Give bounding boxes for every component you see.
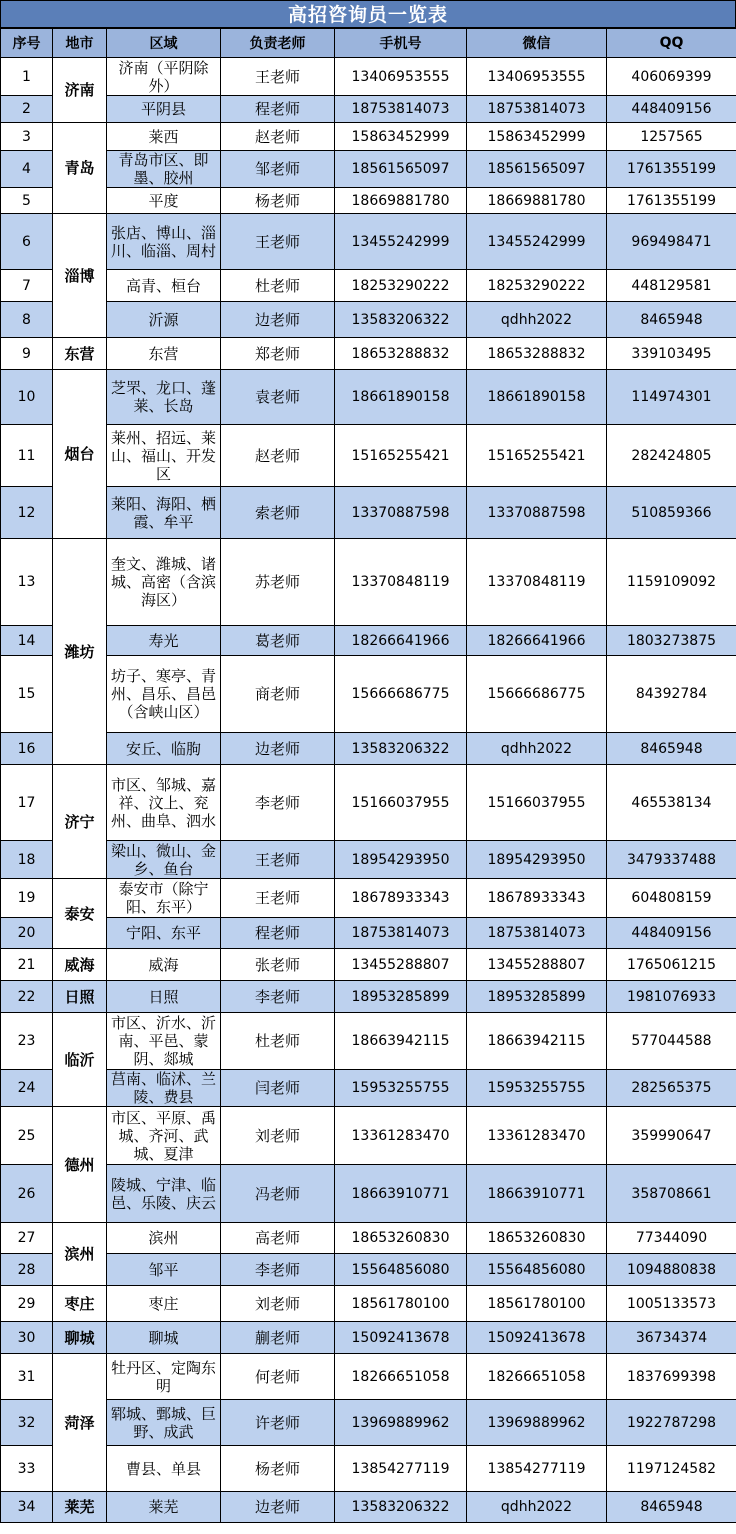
qq-cell: 1761355199 bbox=[607, 188, 736, 214]
wechat-cell: qdhh2022 bbox=[467, 733, 607, 765]
table-row bbox=[1, 626, 736, 656]
teacher-cell: 王老师 bbox=[221, 841, 335, 879]
table-row bbox=[1, 918, 736, 949]
qq-cell: 448129581 bbox=[607, 270, 736, 302]
qq-cell: 8465948 bbox=[607, 302, 736, 338]
phone-cell: 15564856080 bbox=[335, 1254, 467, 1286]
phone-cell: 13455242999 bbox=[335, 214, 467, 270]
wechat-cell: qdhh2022 bbox=[467, 1492, 607, 1523]
table-row bbox=[1, 1400, 736, 1446]
qq-cell: 1094880838 bbox=[607, 1254, 736, 1286]
phone-cell: 13455288807 bbox=[335, 949, 467, 981]
qq-cell: 1159109092 bbox=[607, 539, 736, 626]
phone-cell: 18661890158 bbox=[335, 370, 467, 425]
row-number: 25 bbox=[1, 1107, 53, 1165]
region-cell: 郓城、鄄城、巨野、成武 bbox=[107, 1400, 221, 1446]
teacher-cell: 苏老师 bbox=[221, 539, 335, 626]
wechat-cell: 13406953555 bbox=[467, 58, 607, 96]
table-row bbox=[1, 1492, 736, 1523]
qq-cell: 1837699398 bbox=[607, 1354, 736, 1400]
row-number: 20 bbox=[1, 918, 53, 949]
teacher-cell: 杜老师 bbox=[221, 270, 335, 302]
teacher-cell: 何老师 bbox=[221, 1354, 335, 1400]
wechat-cell: 15092413678 bbox=[467, 1322, 607, 1354]
header-region: 区域 bbox=[107, 29, 221, 58]
region-cell: 奎文、潍城、诸城、高密（含滨海区） bbox=[107, 539, 221, 626]
city-cell: 泰安 bbox=[53, 879, 107, 949]
wechat-cell: 18266641966 bbox=[467, 626, 607, 656]
qq-cell: 577044588 bbox=[607, 1013, 736, 1070]
row-number: 14 bbox=[1, 626, 53, 656]
table-row bbox=[1, 656, 736, 733]
table-row bbox=[1, 1254, 736, 1286]
qq-cell: 114974301 bbox=[607, 370, 736, 425]
qq-cell: 448409156 bbox=[607, 918, 736, 949]
region-cell: 梁山、微山、金乡、鱼台 bbox=[107, 841, 221, 879]
region-cell: 日照 bbox=[107, 981, 221, 1013]
phone-cell: 15165255421 bbox=[335, 425, 467, 487]
wechat-cell: qdhh2022 bbox=[467, 302, 607, 338]
row-number: 9 bbox=[1, 338, 53, 370]
phone-cell: 15166037955 bbox=[335, 765, 467, 841]
city-cell: 日照 bbox=[53, 981, 107, 1013]
wechat-cell: 18663942115 bbox=[467, 1013, 607, 1070]
city-cell: 聊城 bbox=[53, 1322, 107, 1354]
header-qq: QQ bbox=[607, 29, 736, 58]
teacher-cell: 蒯老师 bbox=[221, 1322, 335, 1354]
table-row bbox=[1, 370, 736, 425]
region-cell: 牡丹区、定陶东明 bbox=[107, 1354, 221, 1400]
phone-cell: 15953255755 bbox=[335, 1070, 467, 1107]
header-city: 地市 bbox=[53, 29, 107, 58]
region-cell: 市区、平原、禹城、齐河、武城、夏津 bbox=[107, 1107, 221, 1165]
wechat-cell: 18661890158 bbox=[467, 370, 607, 425]
teacher-cell: 杨老师 bbox=[221, 188, 335, 214]
row-number: 10 bbox=[1, 370, 53, 425]
teacher-cell: 边老师 bbox=[221, 1492, 335, 1523]
phone-cell: 18653288832 bbox=[335, 338, 467, 370]
qq-cell: 359990647 bbox=[607, 1107, 736, 1165]
header-no: 序号 bbox=[1, 29, 53, 58]
teacher-cell: 李老师 bbox=[221, 981, 335, 1013]
row-number: 33 bbox=[1, 1446, 53, 1492]
teacher-cell: 高老师 bbox=[221, 1223, 335, 1254]
table-row bbox=[1, 1013, 736, 1070]
table-row bbox=[1, 123, 736, 151]
region-cell: 聊城 bbox=[107, 1322, 221, 1354]
qq-cell: 1257565 bbox=[607, 123, 736, 151]
wechat-cell: 18954293950 bbox=[467, 841, 607, 879]
phone-cell: 15666686775 bbox=[335, 656, 467, 733]
header-phone: 手机号 bbox=[335, 29, 467, 58]
phone-cell: 18953285899 bbox=[335, 981, 467, 1013]
wechat-cell: 18561780100 bbox=[467, 1286, 607, 1322]
city-cell: 烟台 bbox=[53, 370, 107, 539]
row-number: 24 bbox=[1, 1070, 53, 1107]
teacher-cell: 冯老师 bbox=[221, 1165, 335, 1223]
qq-cell: 282565375 bbox=[607, 1070, 736, 1107]
qq-cell: 1981076933 bbox=[607, 981, 736, 1013]
region-cell: 坊子、寒亭、青州、昌乐、昌邑（含峡山区） bbox=[107, 656, 221, 733]
wechat-cell: 18678933343 bbox=[467, 879, 607, 918]
consultant-table bbox=[0, 28, 736, 1523]
table-row bbox=[1, 949, 736, 981]
table-row bbox=[1, 1165, 736, 1223]
wechat-cell: 15166037955 bbox=[467, 765, 607, 841]
region-cell: 莱州、招远、莱山、福山、开发区 bbox=[107, 425, 221, 487]
teacher-cell: 程老师 bbox=[221, 918, 335, 949]
phone-cell: 15092413678 bbox=[335, 1322, 467, 1354]
header-wechat: 微信 bbox=[467, 29, 607, 58]
region-cell: 济南（平阴除外） bbox=[107, 58, 221, 96]
qq-cell: 1761355199 bbox=[607, 151, 736, 188]
table-row bbox=[1, 214, 736, 270]
phone-cell: 18266651058 bbox=[335, 1354, 467, 1400]
phone-cell: 13406953555 bbox=[335, 58, 467, 96]
wechat-cell: 18653288832 bbox=[467, 338, 607, 370]
region-cell: 沂源 bbox=[107, 302, 221, 338]
phone-cell: 18653260830 bbox=[335, 1223, 467, 1254]
table-title: 高招咨询员一览表 bbox=[0, 0, 736, 28]
region-cell: 宁阳、东平 bbox=[107, 918, 221, 949]
table-row bbox=[1, 765, 736, 841]
region-cell: 安丘、临朐 bbox=[107, 733, 221, 765]
row-number: 4 bbox=[1, 151, 53, 188]
phone-cell: 13370887598 bbox=[335, 487, 467, 539]
row-number: 17 bbox=[1, 765, 53, 841]
row-number: 18 bbox=[1, 841, 53, 879]
region-cell: 威海 bbox=[107, 949, 221, 981]
table-row bbox=[1, 96, 736, 123]
qq-cell: 1765061215 bbox=[607, 949, 736, 981]
table-row bbox=[1, 1322, 736, 1354]
table-row bbox=[1, 1286, 736, 1322]
qq-cell: 358708661 bbox=[607, 1165, 736, 1223]
qq-cell: 84392784 bbox=[607, 656, 736, 733]
region-cell: 芝罘、龙口、蓬莱、长岛 bbox=[107, 370, 221, 425]
city-cell: 枣庄 bbox=[53, 1286, 107, 1322]
row-number: 6 bbox=[1, 214, 53, 270]
row-number: 22 bbox=[1, 981, 53, 1013]
teacher-cell: 许老师 bbox=[221, 1400, 335, 1446]
wechat-cell: 15165255421 bbox=[467, 425, 607, 487]
table-row bbox=[1, 188, 736, 214]
teacher-cell: 刘老师 bbox=[221, 1286, 335, 1322]
city-cell: 潍坊 bbox=[53, 539, 107, 765]
phone-cell: 13969889962 bbox=[335, 1400, 467, 1446]
teacher-cell: 边老师 bbox=[221, 302, 335, 338]
header-teacher: 负责老师 bbox=[221, 29, 335, 58]
wechat-cell: 15666686775 bbox=[467, 656, 607, 733]
teacher-cell: 赵老师 bbox=[221, 123, 335, 151]
wechat-cell: 13854277119 bbox=[467, 1446, 607, 1492]
qq-cell: 36734374 bbox=[607, 1322, 736, 1354]
phone-cell: 18663942115 bbox=[335, 1013, 467, 1070]
table-row bbox=[1, 1223, 736, 1254]
phone-cell: 18663910771 bbox=[335, 1165, 467, 1223]
wechat-cell: 15863452999 bbox=[467, 123, 607, 151]
region-cell: 莱阳、海阳、栖霞、牟平 bbox=[107, 487, 221, 539]
city-cell: 济宁 bbox=[53, 765, 107, 879]
qq-cell: 1803273875 bbox=[607, 626, 736, 656]
teacher-cell: 王老师 bbox=[221, 214, 335, 270]
table-row bbox=[1, 1446, 736, 1492]
teacher-cell: 索老师 bbox=[221, 487, 335, 539]
region-cell: 枣庄 bbox=[107, 1286, 221, 1322]
region-cell: 平阴县 bbox=[107, 96, 221, 123]
table-row bbox=[1, 1070, 736, 1107]
region-cell: 陵城、宁津、临邑、乐陵、庆云 bbox=[107, 1165, 221, 1223]
row-number: 23 bbox=[1, 1013, 53, 1070]
phone-cell: 18669881780 bbox=[335, 188, 467, 214]
city-cell: 淄博 bbox=[53, 214, 107, 338]
region-cell: 寿光 bbox=[107, 626, 221, 656]
teacher-cell: 刘老师 bbox=[221, 1107, 335, 1165]
table-row bbox=[1, 302, 736, 338]
table-row bbox=[1, 733, 736, 765]
region-cell: 平度 bbox=[107, 188, 221, 214]
row-number: 12 bbox=[1, 487, 53, 539]
phone-cell: 18753814073 bbox=[335, 918, 467, 949]
row-number: 28 bbox=[1, 1254, 53, 1286]
phone-cell: 15863452999 bbox=[335, 123, 467, 151]
qq-cell: 1197124582 bbox=[607, 1446, 736, 1492]
row-number: 31 bbox=[1, 1354, 53, 1400]
phone-cell: 18561780100 bbox=[335, 1286, 467, 1322]
region-cell: 莱西 bbox=[107, 123, 221, 151]
wechat-cell: 18663910771 bbox=[467, 1165, 607, 1223]
phone-cell: 18266641966 bbox=[335, 626, 467, 656]
city-cell: 东营 bbox=[53, 338, 107, 370]
qq-cell: 406069399 bbox=[607, 58, 736, 96]
row-number: 3 bbox=[1, 123, 53, 151]
row-number: 8 bbox=[1, 302, 53, 338]
region-cell: 市区、邹城、嘉祥、汶上、兖州、曲阜、泗水 bbox=[107, 765, 221, 841]
city-cell: 菏泽 bbox=[53, 1354, 107, 1492]
qq-cell: 8465948 bbox=[607, 1492, 736, 1523]
region-cell: 莱芜 bbox=[107, 1492, 221, 1523]
qq-cell: 282424805 bbox=[607, 425, 736, 487]
qq-cell: 339103495 bbox=[607, 338, 736, 370]
qq-cell: 604808159 bbox=[607, 879, 736, 918]
city-cell: 滨州 bbox=[53, 1223, 107, 1286]
row-number: 16 bbox=[1, 733, 53, 765]
phone-cell: 18678933343 bbox=[335, 879, 467, 918]
wechat-cell: 15953255755 bbox=[467, 1070, 607, 1107]
city-cell: 临沂 bbox=[53, 1013, 107, 1107]
phone-cell: 18753814073 bbox=[335, 96, 467, 123]
region-cell: 曹县、单县 bbox=[107, 1446, 221, 1492]
qq-cell: 1922787298 bbox=[607, 1400, 736, 1446]
table-row bbox=[1, 151, 736, 188]
row-number: 5 bbox=[1, 188, 53, 214]
row-number: 2 bbox=[1, 96, 53, 123]
city-cell: 德州 bbox=[53, 1107, 107, 1223]
teacher-cell: 赵老师 bbox=[221, 425, 335, 487]
qq-cell: 3479337488 bbox=[607, 841, 736, 879]
teacher-cell: 商老师 bbox=[221, 656, 335, 733]
qq-cell: 448409156 bbox=[607, 96, 736, 123]
phone-cell: 18954293950 bbox=[335, 841, 467, 879]
row-number: 30 bbox=[1, 1322, 53, 1354]
region-cell: 市区、沂水、沂南、平邑、蒙阴、郯城 bbox=[107, 1013, 221, 1070]
row-number: 15 bbox=[1, 656, 53, 733]
phone-cell: 18253290222 bbox=[335, 270, 467, 302]
row-number: 7 bbox=[1, 270, 53, 302]
row-number: 11 bbox=[1, 425, 53, 487]
wechat-cell: 13455288807 bbox=[467, 949, 607, 981]
teacher-cell: 王老师 bbox=[221, 58, 335, 96]
phone-cell: 13583206322 bbox=[335, 1492, 467, 1523]
teacher-cell: 杨老师 bbox=[221, 1446, 335, 1492]
region-cell: 泰安市（除宁阳、东平） bbox=[107, 879, 221, 918]
table-row bbox=[1, 981, 736, 1013]
region-cell: 莒南、临沭、兰陵、费县 bbox=[107, 1070, 221, 1107]
phone-cell: 13583206322 bbox=[335, 733, 467, 765]
region-cell: 青岛市区、即墨、胶州 bbox=[107, 151, 221, 188]
qq-cell: 77344090 bbox=[607, 1223, 736, 1254]
region-cell: 东营 bbox=[107, 338, 221, 370]
table-row bbox=[1, 841, 736, 879]
phone-cell: 18561565097 bbox=[335, 151, 467, 188]
row-number: 27 bbox=[1, 1223, 53, 1254]
row-number: 13 bbox=[1, 539, 53, 626]
phone-cell: 13854277119 bbox=[335, 1446, 467, 1492]
row-number: 21 bbox=[1, 949, 53, 981]
row-number: 19 bbox=[1, 879, 53, 918]
row-number: 1 bbox=[1, 58, 53, 96]
wechat-cell: 18753814073 bbox=[467, 96, 607, 123]
wechat-cell: 18669881780 bbox=[467, 188, 607, 214]
teacher-cell: 葛老师 bbox=[221, 626, 335, 656]
teacher-cell: 邹老师 bbox=[221, 151, 335, 188]
region-cell: 滨州 bbox=[107, 1223, 221, 1254]
qq-cell: 1005133573 bbox=[607, 1286, 736, 1322]
row-number: 32 bbox=[1, 1400, 53, 1446]
table-row bbox=[1, 1354, 736, 1400]
wechat-cell: 13361283470 bbox=[467, 1107, 607, 1165]
teacher-cell: 张老师 bbox=[221, 949, 335, 981]
wechat-cell: 18653260830 bbox=[467, 1223, 607, 1254]
table-row bbox=[1, 338, 736, 370]
wechat-cell: 18753814073 bbox=[467, 918, 607, 949]
wechat-cell: 18266651058 bbox=[467, 1354, 607, 1400]
region-cell: 张店、博山、淄川、临淄、周村 bbox=[107, 214, 221, 270]
table-row bbox=[1, 879, 736, 918]
wechat-cell: 13370887598 bbox=[467, 487, 607, 539]
teacher-cell: 李老师 bbox=[221, 1254, 335, 1286]
row-number: 26 bbox=[1, 1165, 53, 1223]
phone-cell: 13361283470 bbox=[335, 1107, 467, 1165]
phone-cell: 13583206322 bbox=[335, 302, 467, 338]
city-cell: 莱芜 bbox=[53, 1492, 107, 1523]
teacher-cell: 闫老师 bbox=[221, 1070, 335, 1107]
teacher-cell: 边老师 bbox=[221, 733, 335, 765]
phone-cell: 13370848119 bbox=[335, 539, 467, 626]
qq-cell: 8465948 bbox=[607, 733, 736, 765]
table-row bbox=[1, 1107, 736, 1165]
wechat-cell: 15564856080 bbox=[467, 1254, 607, 1286]
wechat-cell: 13455242999 bbox=[467, 214, 607, 270]
row-number: 29 bbox=[1, 1286, 53, 1322]
city-cell: 济南 bbox=[53, 58, 107, 123]
qq-cell: 510859366 bbox=[607, 487, 736, 539]
table-row bbox=[1, 487, 736, 539]
city-cell: 威海 bbox=[53, 949, 107, 981]
region-cell: 邹平 bbox=[107, 1254, 221, 1286]
teacher-cell: 袁老师 bbox=[221, 370, 335, 425]
qq-cell: 465538134 bbox=[607, 765, 736, 841]
wechat-cell: 13969889962 bbox=[467, 1400, 607, 1446]
wechat-cell: 13370848119 bbox=[467, 539, 607, 626]
wechat-cell: 18253290222 bbox=[467, 270, 607, 302]
teacher-cell: 王老师 bbox=[221, 879, 335, 918]
teacher-cell: 程老师 bbox=[221, 96, 335, 123]
header-row bbox=[1, 29, 736, 58]
teacher-cell: 李老师 bbox=[221, 765, 335, 841]
table-row bbox=[1, 270, 736, 302]
wechat-cell: 18561565097 bbox=[467, 151, 607, 188]
teacher-cell: 郑老师 bbox=[221, 338, 335, 370]
row-number: 34 bbox=[1, 1492, 53, 1523]
wechat-cell: 18953285899 bbox=[467, 981, 607, 1013]
table-row bbox=[1, 58, 736, 96]
city-cell: 青岛 bbox=[53, 123, 107, 214]
table-row bbox=[1, 425, 736, 487]
teacher-cell: 杜老师 bbox=[221, 1013, 335, 1070]
qq-cell: 969498471 bbox=[607, 214, 736, 270]
region-cell: 高青、桓台 bbox=[107, 270, 221, 302]
table-row bbox=[1, 539, 736, 626]
